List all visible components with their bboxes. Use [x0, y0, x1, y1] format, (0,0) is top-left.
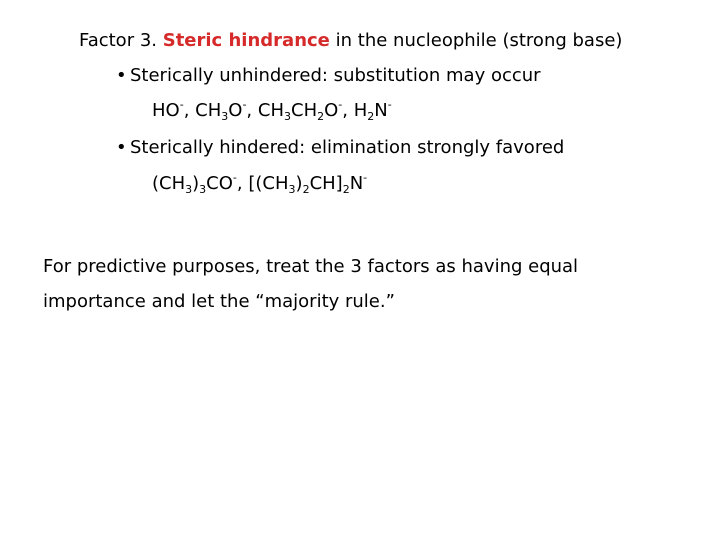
bullet-unhindered: [116, 65, 541, 87]
conclusion-line-1: For predictive purposes, treat the 3 factors as having equal: [43, 256, 579, 277]
bullet-text: Sterically unhindered: substitution may occur: [130, 65, 541, 86]
hydroxide: HO-: [152, 98, 184, 121]
steric-hindrance-highlight: Steric hindrance: [162, 30, 330, 51]
methoxide: $CH_3O^-$: [195, 98, 247, 123]
tert-butoxide: $(CH_3)_3CO^-$: [152, 171, 237, 196]
ethoxide: $CH_3CH_2O^-$: [257, 98, 343, 123]
bullet-marker: •: [116, 137, 127, 158]
bullet-hindered: [116, 137, 564, 159]
bullet-marker: •: [116, 65, 127, 86]
factor-description: in the nucleophile (strong base): [335, 30, 623, 51]
conclusion-line-2: importance and let the “majority rule.”: [43, 291, 395, 312]
diisopropylamide: $[(CH_3)_2CH]_2N^-$: [248, 171, 368, 196]
factor-label: Factor 3.: [79, 30, 157, 51]
unhindered-examples: HO-, $CH_3O^-$, $CH_3CH_2O^-$, $H_2N^-$: [152, 98, 392, 123]
hindered-examples: $(CH_3)_3CO^-$, $[(CH_3)_2CH]_2N^-$: [152, 171, 368, 196]
bullet-text: Sterically hindered: elimination strongly favored: [130, 137, 565, 158]
factor-heading: [79, 30, 622, 52]
amide: $H_2N^-$: [353, 98, 392, 123]
